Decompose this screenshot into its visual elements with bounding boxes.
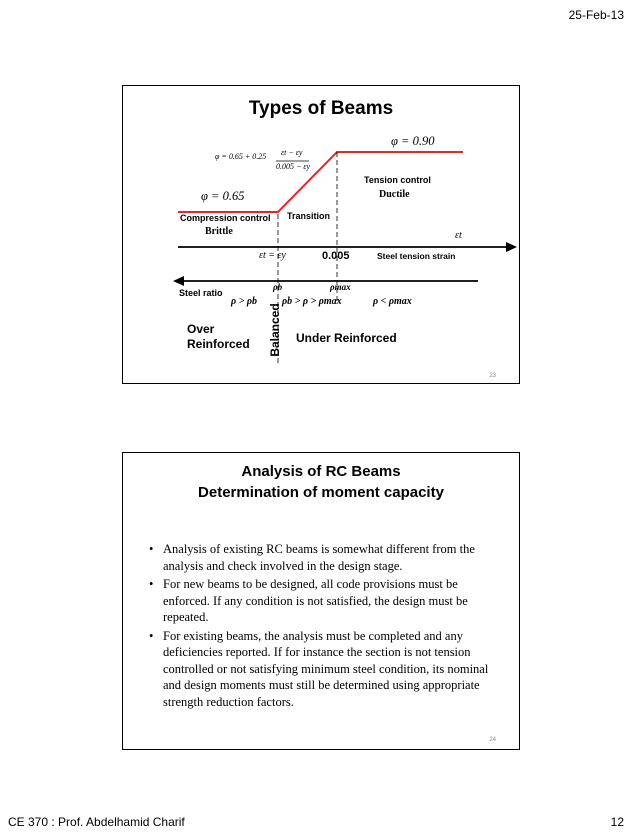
slide-title: Types of Beams (248, 98, 394, 119)
slide-title-line1: Analysis of RC Beams (241, 463, 401, 480)
bullet-list (149, 541, 499, 712)
slide-title-line2: Determination of moment capacity (198, 484, 444, 501)
rho-lt-rho-max-label: ρ < ρmax (373, 296, 412, 307)
steel-ratio-label: Steel ratio (179, 288, 223, 298)
bullet-mark: • (149, 542, 154, 556)
epsilon-t-label: εt (455, 230, 462, 241)
over-label-line2: Reinforced (187, 337, 250, 351)
eps-t-eq-eps-y-label: εt = εy (259, 250, 286, 261)
list-item: • For existing beams, the analysis must be completed and any deficiencies reported. If for instance the section is not tension controlled or not satisfying minimum steel condition, its nominal and design moments must still be determined using appropriate strength reduction factors. (149, 628, 489, 709)
phi-065-label: φ = 0.65 (201, 189, 245, 203)
transition-label: Transition (287, 211, 331, 221)
steel-tension-strain-label: Steel tension strain (377, 251, 456, 261)
phi-formula-denominator: 0.005 − εy (276, 162, 311, 171)
footer-page-number: 12 (610, 815, 624, 829)
ductile-label: Ductile (379, 189, 410, 200)
balanced-label: Balanced (268, 303, 282, 357)
rho-between-label: ρb > ρ > ρmax (282, 296, 342, 307)
slide-number: 23 (489, 373, 496, 379)
under-reinforced-label: Under Reinforced (296, 331, 397, 345)
rho-max-label: ρmax (330, 282, 351, 292)
strain-0005-label: 0.005 (322, 250, 350, 262)
over-label-line1: Over (187, 322, 215, 336)
footer-course: CE 370 : Prof. Abdelhamid Charif (8, 815, 185, 829)
rho-gt-rho-b-label: ρ > ρb (231, 296, 258, 307)
compression-control-label: Compression control (180, 213, 271, 223)
slide-types-of-beams (122, 85, 520, 384)
slide-analysis-rc-beams (122, 452, 520, 750)
header-date: 25-Feb-13 (568, 8, 624, 22)
rho-b-label: ρb (273, 282, 283, 292)
strain-axis-arrowhead (506, 242, 517, 252)
list-item: • For new beams to be designed, all code provisions must be enforced. If any condition is not satisfied, the design must be repeated. (149, 577, 468, 624)
steel-ratio-axis-arrowhead (173, 276, 184, 286)
brittle-label: Brittle (205, 226, 233, 237)
tension-control-label: Tension control (364, 175, 431, 185)
list-item: • Analysis of existing RC beams is somewhat different from the analysis and check involved in the design stage. (149, 542, 475, 573)
bullet-mark: • (149, 628, 154, 643)
phi-formula-left: φ = 0.65 + 0.25 (215, 152, 267, 161)
slide-number: 24 (489, 737, 496, 743)
phi-formula-numerator: εt − εy (281, 148, 303, 157)
phi-090-label: φ = 0.90 (391, 134, 435, 148)
bullet-mark: • (149, 577, 154, 591)
